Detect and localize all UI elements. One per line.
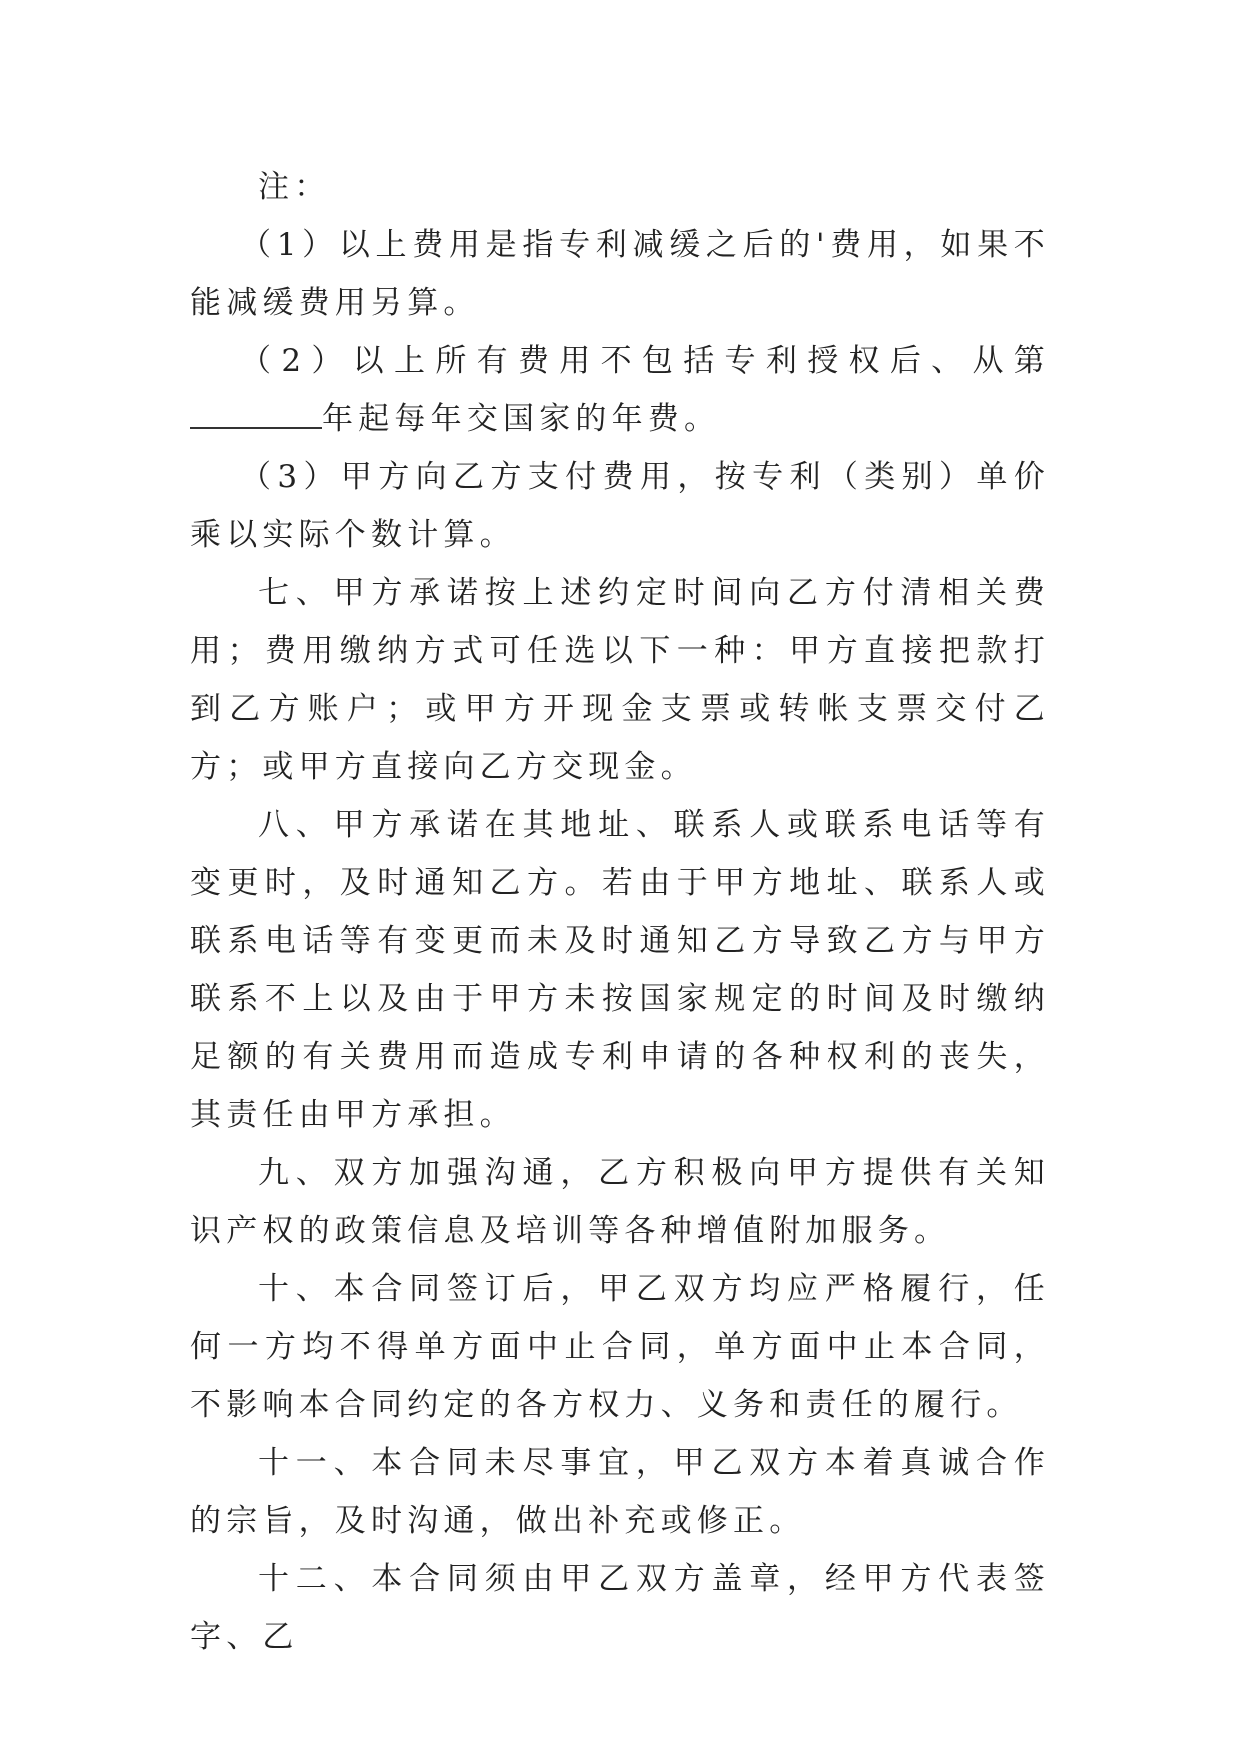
note-item-2-after: 年起每年交国家的年费。 [322,401,721,437]
clause-10: 十、本合同签订后，甲乙双方均应严格履行，任何一方均不得单方面中止合同，单方面中止本合同，不影响本合同约定的各方权力、义务和责任的履行。 [190,1271,1050,1423]
note-item-1: （1）以上费用是指专利减缓之后的'费用，如果不能减缓费用另算。 [190,227,1050,321]
clause-9: 九、双方加强沟通，乙方积极向甲方提供有关知识产权的政策信息及培训等各种增值附加服务。 [190,1155,1050,1249]
note-item-2-before: （2）以上所有费用不包括专利授权后、从第 [240,343,1050,379]
clause-7: 七、甲方承诺按上述约定时间向乙方付清相关费用；费用缴纳方式可任选以下一种：甲方直接把款打到乙方账户；或甲方开现金支票或转帐支票交付乙方；或甲方直接向乙方交现金。 [190,575,1050,785]
note-item-2 [190,332,1050,448]
note-label: 注： [258,169,331,205]
document-body [190,158,1050,1666]
clause-8: 八、甲方承诺在其地址、联系人或联系电话等有变更时，及时通知乙方。若由于甲方地址、联系人或联系电话等有变更而未及时通知乙方导致乙方与甲方联系不上以及由于甲方未按国家规定的时间及时缴纳足额的有关费用而造成专利申请的各种权利的丧失，其责任由甲方承担。 [190,807,1050,1133]
note-item-3: （3）甲方向乙方支付费用，按专利（类别）单价乘以实际个数计算。 [190,459,1050,553]
clause-12: 十二、本合同须由甲乙双方盖章，经甲方代表签字、乙 [190,1561,1050,1655]
blank-line [190,399,322,429]
clause-11: 十一、本合同未尽事宜，甲乙双方本着真诚合作的宗旨，及时沟通，做出补充或修正。 [190,1445,1050,1539]
